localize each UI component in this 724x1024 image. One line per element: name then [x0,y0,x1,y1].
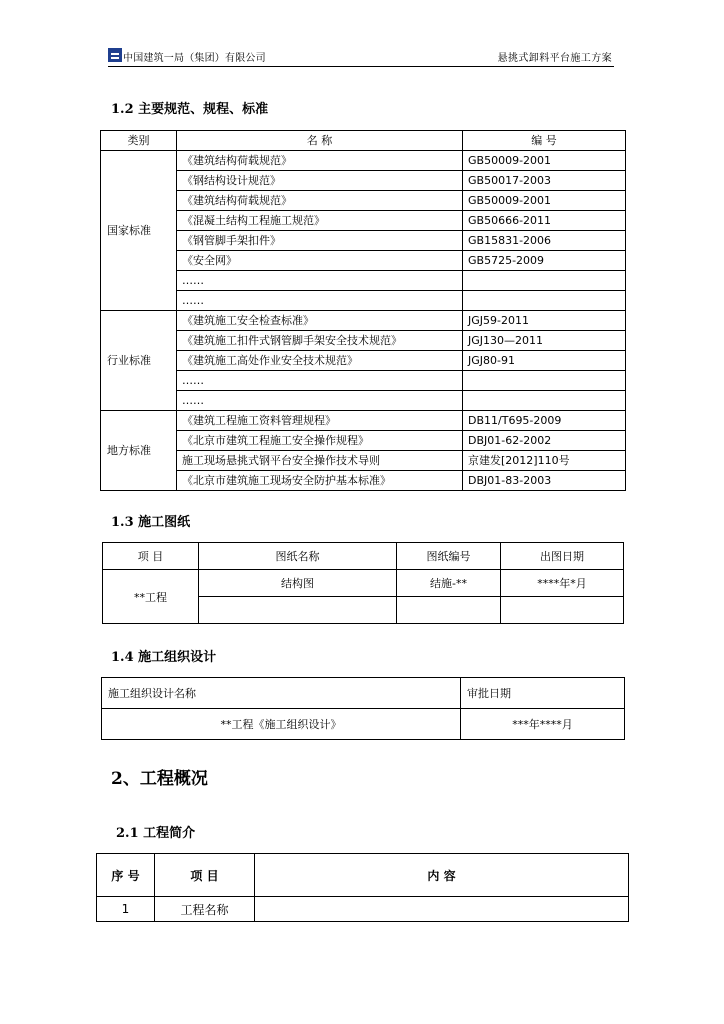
table-row [101,291,626,311]
standard-code-cell: GB5725-2009 [463,251,626,271]
table-header-row [102,678,625,709]
table-row [102,709,625,740]
standard-name-cell: 《建筑施工高处作业安全技术规范》 [177,351,463,371]
section-1-2-title: 1.2 主要规范、规程、标准 [111,102,269,117]
header-drawing-name: 图纸名称 [199,543,397,570]
table-row [101,331,626,351]
table-header-row [103,543,624,570]
standard-name-cell: 《建筑施工扣件式钢管脚手架安全技术规范》 [177,331,463,351]
page-header [108,44,614,67]
header-item: 项 目 [103,543,199,570]
standard-code-cell: GB15831-2006 [463,231,626,251]
table-row [97,897,629,922]
standard-code-cell [463,371,626,391]
row-no-cell: 1 [97,897,155,922]
header-category: 类别 [101,131,177,151]
drawing-date-cell: ****年*月 [501,570,624,597]
standard-name-cell: …… [177,271,463,291]
section-1-4-title: 1.4 施工组织设计 [111,650,217,665]
standard-name-cell: …… [177,291,463,311]
standard-name-cell: 《钢结构设计规范》 [177,171,463,191]
company-logo-icon [108,48,122,62]
standard-code-cell: GB50017-2003 [463,171,626,191]
approval-date-cell: ***年****月 [461,709,625,740]
header-approval-date: 审批日期 [461,678,625,709]
standard-code-cell: JGJ80-91 [463,351,626,371]
standard-name-cell: 《建筑结构荷载规范》 [177,191,463,211]
table-row [101,391,626,411]
table-row [103,570,624,597]
header-drawing-no: 图纸编号 [397,543,501,570]
header-name: 名 称 [177,131,463,151]
standards-body [101,151,626,491]
table-row [101,231,626,251]
standard-name-cell: …… [177,371,463,391]
standards-table [100,130,626,491]
standard-code-cell: JGJ59-2011 [463,311,626,331]
header-content: 内 容 [255,854,629,897]
section-2-1-title: 2.1 工程简介 [116,826,196,841]
company-name: 中国建筑一局（集团）有限公司 [123,53,266,64]
table-row [101,191,626,211]
table-row [101,251,626,271]
standard-code-cell: GB50666-2011 [463,211,626,231]
standard-name-cell: 《混凝土结构工程施工规范》 [177,211,463,231]
standard-code-cell [463,291,626,311]
category-cell: 地方标准 [101,411,177,491]
header-item: 项 目 [155,854,255,897]
drawing-name-cell [199,597,397,624]
standard-code-cell: DBJ01-62-2002 [463,431,626,451]
table-row [101,311,626,331]
table-row [101,411,626,431]
standard-name-cell: 《建筑施工安全检查标准》 [177,311,463,331]
drawing-date-cell [501,597,624,624]
standard-name-cell: …… [177,391,463,411]
drawing-no-cell: 结施-** [397,570,501,597]
standard-name-cell: 《北京市建筑施工现场安全防护基本标准》 [177,471,463,491]
header-code: 编 号 [463,131,626,151]
table-row [101,151,626,171]
header-no: 序 号 [97,854,155,897]
table-row [101,431,626,451]
project-overview-table [96,853,629,922]
header-design-name: 施工组织设计名称 [102,678,461,709]
table-row [101,471,626,491]
standard-name-cell: 《安全网》 [177,251,463,271]
table-row [101,171,626,191]
category-cell: 行业标准 [101,311,177,411]
standard-name-cell: 《钢管脚手架扣件》 [177,231,463,251]
table-header-row [101,131,626,151]
standard-code-cell [463,391,626,411]
section-1-3-title: 1.3 施工图纸 [111,515,191,530]
design-name-cell: **工程《施工组织设计》 [102,709,461,740]
standard-code-cell: GB50009-2001 [463,151,626,171]
standard-name-cell: 施工现场悬挑式钢平台安全操作技术导则 [177,451,463,471]
standard-code-cell: GB50009-2001 [463,191,626,211]
standard-code-cell [463,271,626,291]
table-row [101,451,626,471]
standard-name-cell: 《北京市建筑工程施工安全操作规程》 [177,431,463,451]
row-content-cell [255,897,629,922]
construction-design-table [101,677,625,740]
standard-name-cell: 《建筑工程施工资料管理规程》 [177,411,463,431]
section-2-title: 2、工程概况 [111,769,208,789]
standard-name-cell: 《建筑结构荷载规范》 [177,151,463,171]
table-row [101,351,626,371]
table-row [101,271,626,291]
table-row [101,371,626,391]
header-date: 出图日期 [501,543,624,570]
standard-code-cell: DBJ01-83-2003 [463,471,626,491]
standard-code-cell: 京建发[2012]110号 [463,451,626,471]
project-cell: **工程 [103,570,199,624]
standard-code-cell: JGJ130—2011 [463,331,626,351]
table-header-row [97,854,629,897]
document-title: 悬挑式卸料平台施工方案 [497,53,612,64]
row-item-cell: 工程名称 [155,897,255,922]
drawing-name-cell: 结构图 [199,570,397,597]
table-row [101,211,626,231]
standard-code-cell: DB11/T695-2009 [463,411,626,431]
category-cell: 国家标准 [101,151,177,311]
drawing-no-cell [397,597,501,624]
drawings-table [102,542,624,624]
